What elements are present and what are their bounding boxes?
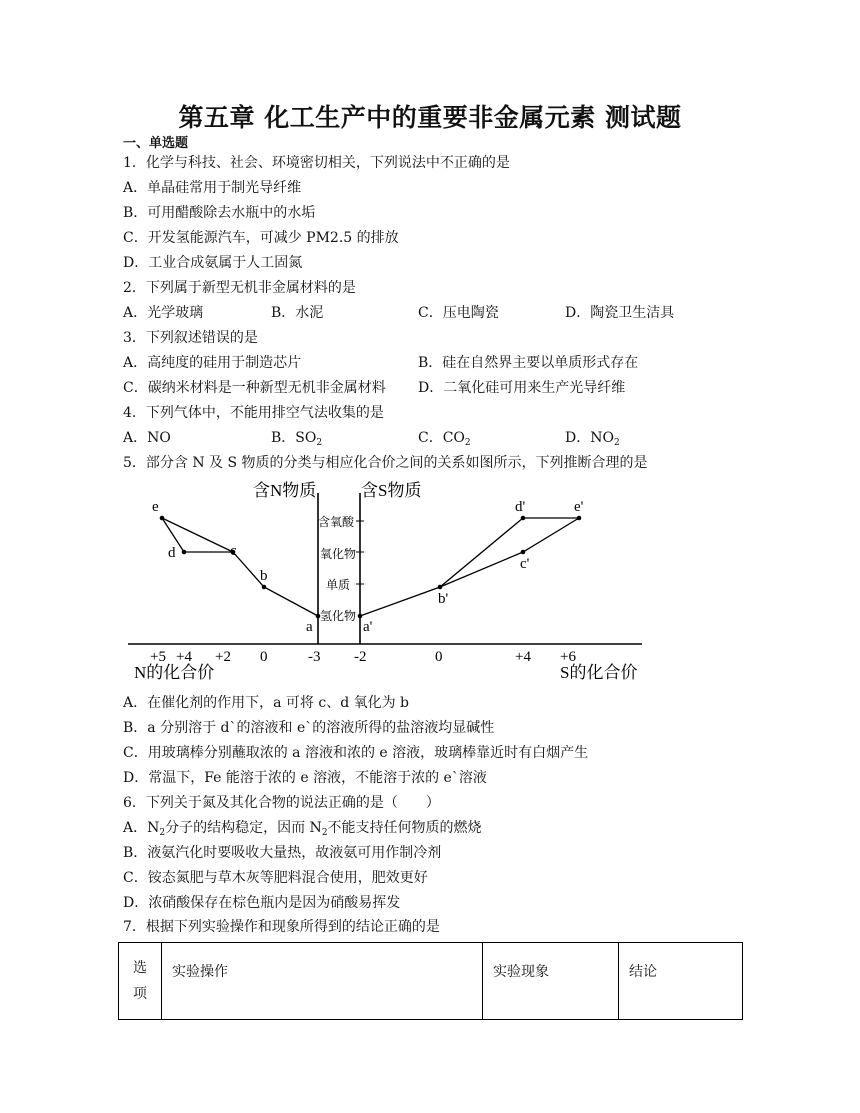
question-6-option-a: A．$N_2$分子的结构稳定，因而 $N_2$不能支持任何物质的燃烧 bbox=[123, 820, 482, 838]
s-tick-plus6: +6 bbox=[560, 649, 576, 665]
question-6-option-b: B．液氨汽化时要吸收大量热，故液氨可用作制冷剂 bbox=[123, 845, 442, 861]
question-1-option-a: A．单晶硅常用于制光导纤维 bbox=[123, 180, 302, 196]
label-e: e bbox=[152, 499, 159, 515]
question-4-option-b: B．$SO_2$ bbox=[271, 430, 323, 448]
header-phenomenon: 实验现象 bbox=[483, 943, 619, 1020]
point-a-prime bbox=[358, 614, 363, 619]
question-2-option-d: D．陶瓷卫生洁具 bbox=[565, 305, 675, 321]
question-3-option-a: A．高纯度的硅用于制造芯片 bbox=[123, 355, 302, 371]
category-hydride: 氢化物 bbox=[320, 609, 357, 623]
question-5-option-c: C．用玻璃棒分别蘸取浓的 a 溶液和浓的 e 溶液，玻璃棒靠近时有白烟产生 bbox=[123, 745, 589, 761]
header-operation: 实验操作 bbox=[162, 943, 483, 1020]
n-tick-plus5: +5 bbox=[150, 649, 166, 665]
point-b bbox=[262, 585, 267, 590]
label-a: a bbox=[306, 619, 313, 635]
n-tick-plus4: +4 bbox=[176, 649, 192, 665]
question-2-option-c: C．压电陶瓷 bbox=[418, 305, 499, 321]
n-tick-minus3: -3 bbox=[308, 649, 321, 665]
table-header-row bbox=[119, 943, 743, 1020]
question-6-stem: 6．下列关于氮及其化合物的说法正确的是（ ） bbox=[123, 795, 440, 811]
n-header: 含N物质 bbox=[253, 481, 317, 500]
question-4-option-d: D．$NO_2$ bbox=[565, 430, 620, 448]
point-d-prime bbox=[521, 516, 526, 521]
question-1-option-b: B．可用醋酸除去水瓶中的水垢 bbox=[123, 205, 316, 221]
category-element: 单质 bbox=[326, 578, 351, 592]
question-3-stem: 3．下列叙述错误的是 bbox=[123, 330, 258, 346]
section-heading: 一、单选题 bbox=[123, 136, 189, 151]
header-option: 选项 bbox=[119, 943, 162, 1020]
question-5-option-a: A．在催化剂的作用下，a 可将 c、d 氧化为 b bbox=[123, 695, 410, 711]
point-e bbox=[160, 516, 165, 521]
question-2-option-a: A．光学玻璃 bbox=[123, 305, 204, 321]
question-4-option-a: A．NO bbox=[123, 430, 171, 446]
point-d bbox=[182, 550, 187, 555]
category-oxyacid: 含氧酸 bbox=[318, 515, 355, 529]
label-b: b bbox=[260, 568, 268, 584]
question-6-option-c: C．铵态氮肥与草木灰等肥料混合使用，肥效更好 bbox=[123, 870, 428, 886]
s-tick-minus2: -2 bbox=[354, 649, 367, 665]
s-axis-label: S的化合价 bbox=[560, 663, 638, 682]
question-5-option-b: B．a 分别溶于 d`的溶液和 e`的溶液所得的盐溶液均显碱性 bbox=[123, 720, 495, 736]
n-axis-label: N的化合价 bbox=[134, 663, 215, 682]
question-1-option-d: D．工业合成氨属于人工固氮 bbox=[123, 255, 303, 271]
question-6-option-d: D．浓硝酸保存在棕色瓶内是因为硝酸易挥发 bbox=[123, 895, 401, 911]
n-s-valence-diagram bbox=[120, 473, 650, 685]
header-conclusion: 结论 bbox=[619, 943, 743, 1020]
label-c: c bbox=[230, 543, 237, 559]
question-3-option-c: C．碳纳米材料是一种新型无机非金属材料 bbox=[123, 380, 386, 396]
n-tick-plus2: +2 bbox=[215, 649, 231, 665]
s-tick-plus4: +4 bbox=[515, 649, 531, 665]
s-header: 含S物质 bbox=[361, 481, 422, 500]
label-c-prime: c' bbox=[520, 556, 530, 572]
point-e-prime bbox=[577, 516, 582, 521]
question-5-stem: 5．部分含 N 及 S 物质的分类与相应化合价之间的关系如图所示，下列推断合理的是 bbox=[123, 455, 648, 471]
label-a-prime: a' bbox=[363, 619, 373, 635]
question-4-stem: 4．下列气体中，不能用排空气法收集的是 bbox=[123, 405, 384, 421]
question-3-option-d: D．二氧化硅可用来生产光导纤维 bbox=[418, 380, 626, 396]
page-title: 第五章 化工生产中的重要非金属元素 测试题 bbox=[178, 103, 682, 132]
question-3-option-b: B．硅在自然界主要以单质形式存在 bbox=[418, 355, 639, 371]
question-4-option-c: C．$CO_2$ bbox=[418, 430, 471, 448]
point-c-prime bbox=[521, 550, 526, 555]
category-oxide: 氧化物 bbox=[320, 547, 357, 561]
question-5-option-d: D．常温下，Fe 能溶于浓的 e 溶液，不能溶于浓的 e`溶液 bbox=[123, 770, 487, 786]
question-7-stem: 7．根据下列实验操作和现象所得到的结论正确的是 bbox=[123, 919, 440, 935]
experiment-table bbox=[118, 942, 743, 1020]
label-e-prime: e' bbox=[574, 499, 584, 515]
label-d-prime: d' bbox=[515, 499, 526, 515]
question-2-option-b: B．水泥 bbox=[271, 305, 324, 321]
label-d: d bbox=[168, 545, 176, 561]
n-tick-0: 0 bbox=[260, 649, 268, 665]
point-b-prime bbox=[438, 585, 443, 590]
question-1-stem: 1．化学与科技、社会、环境密切相关，下列说法中不正确的是 bbox=[123, 155, 510, 171]
question-2-stem: 2．下列属于新型无机非金属材料的是 bbox=[123, 280, 356, 296]
s-tick-0: 0 bbox=[435, 649, 443, 665]
label-b-prime: b' bbox=[438, 591, 449, 607]
point-a bbox=[316, 614, 321, 619]
question-1-option-c: C．开发氢能源汽车，可减少 PM2.5 的排放 bbox=[123, 230, 399, 246]
